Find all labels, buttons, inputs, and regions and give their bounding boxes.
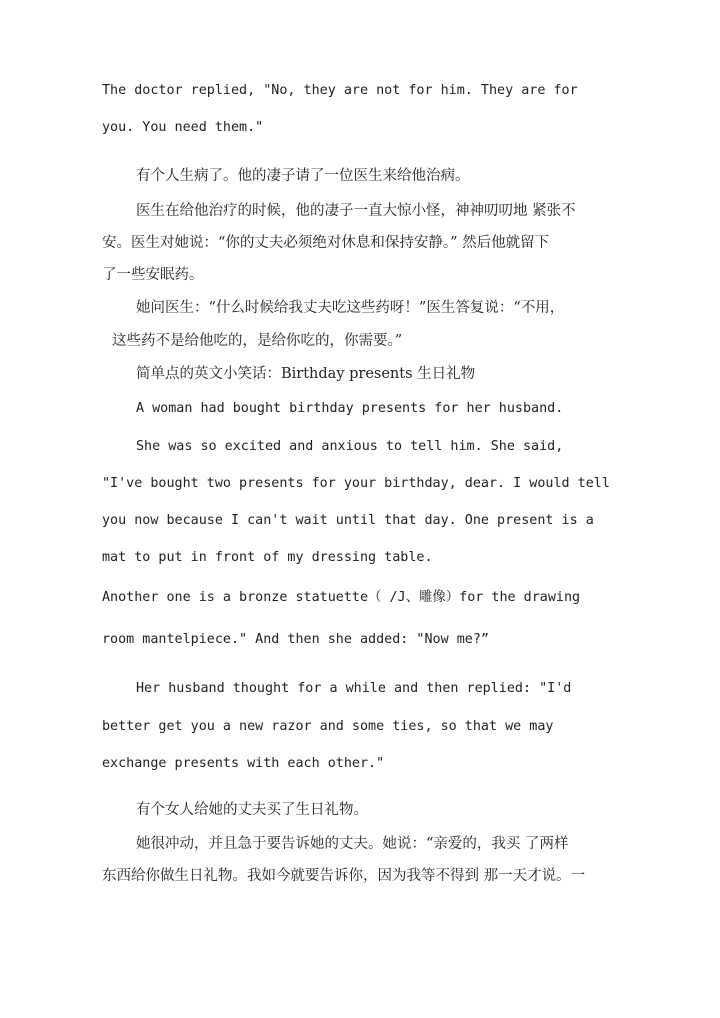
text-line: better get you a new razor and some ties, so that we may <box>102 719 554 734</box>
text-line: 有个人生病了。他的凄子请了一位医生来给他治病。 <box>136 168 470 184</box>
text-line: She was so excited and anxious to tell him. She said, <box>136 439 564 454</box>
text-line: The doctor replied, "No, they are not for him. They are for <box>102 83 578 98</box>
text-line: Another one is a bronze statuette（ /J、雕像）for the drawing <box>102 590 581 605</box>
text-line: you. You need them." <box>102 120 264 135</box>
text-line: mat to put in front of my dressing table. <box>102 550 433 565</box>
text-line: 安。医生对她说：“你的丈夫必须绝对休息和保持安静。” 然后他就留下 <box>102 235 550 251</box>
text-line: 这些药不是给他吃的，是给你吃的，你需要。” <box>112 333 403 349</box>
text-line: Her husband thought for a while and then replied: "I'd <box>136 681 572 696</box>
text-line: "I've bought two presents for your birthday, dear. I would tell <box>102 476 610 491</box>
text-line: 医生在给他治疗的时候，他的凄子一直大惊小怪，神神叨叨地 紧张不 <box>136 203 576 219</box>
text-line: exchange presents with each other." <box>102 756 385 771</box>
text-line: 了一些安眠药。 <box>102 267 204 283</box>
text-line: 她很冲动，并且急于要告诉她的丈夫。她说：“亲爱的，我买 了两样 <box>136 836 569 852</box>
text-line: 她问医生：“什么时候给我丈夫吃这些药呀！”医生答复说：“不用， <box>136 300 565 316</box>
text-line: you now because I can't wait until that day. One present is a <box>102 513 594 528</box>
text-line: room mantelpiece." And then she added: "Now me?” <box>102 632 489 647</box>
text-line: 简单点的英文小笑话：Birthday presents 生日礼物 <box>136 366 476 382</box>
text-line: 有个女人给她的丈夫买了生日礼物。 <box>136 802 368 818</box>
text-line: A woman had bought birthday presents for her husband. <box>136 401 564 416</box>
text-line: 东西给你做生日礼物。我如今就要告诉你，因为我等不得到 那一天才说。一 <box>102 868 586 884</box>
